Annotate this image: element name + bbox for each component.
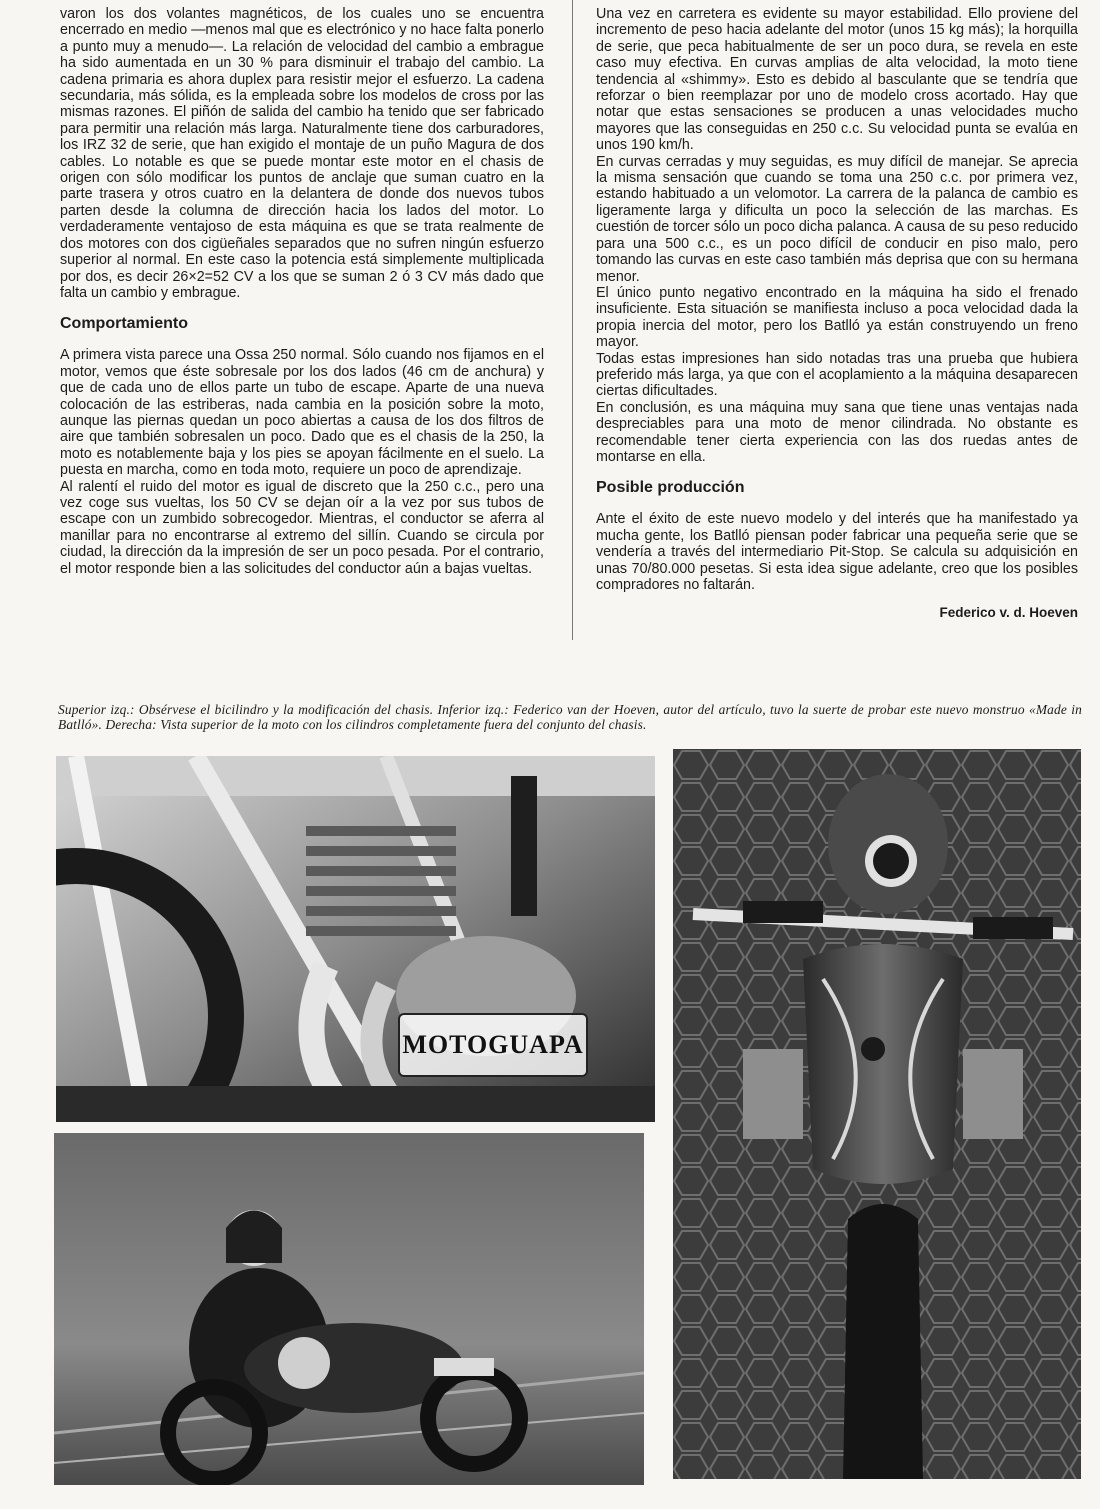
- article-paragraph: varon los dos volantes magnéticos, de los cuales uno se encuentra encerrado en medio —menos mal que es electrónico y no hace falta ponerlo a punto muy a menudo—. La relación de velocidad del cambio a embrague ha sido aumentada en un 30 % para disminuir el trabajo del cambio. La cadena primaria es ahora duplex para resistir mejor el esfuerzo. La cadena secundaria, más sólida, es la empleada sobre los modelos de cross por las mismas razones. El piñón de salida del cambio ha tenido que ser fabricado para permitir una relación más larga. Naturalmente tiene dos carburadores, los IRZ 32 de serie, que han exigido el montaje de un puño Magura de dos cables. Lo notable es que se puede montar este motor en el chasis de origen con sólo modificar los puntos de anclaje que suman cuatro en la parte trasera y otros cuatro en la delantera de donde dos nuevos tubos parten desde la columna de dirección hacia los lados del motor. Lo verdaderamente ventajoso de esta máquina es que se trata realmente de dos motores con dos cigüeñales separados que no sufren ningún esfuerzo superior al normal. En este caso la potencia está simplemente multiplicada por dos, es decir 26×2=52 CV a los que se suman 2 ó 3 CV más dado que falta un cambio y embrague.: [60, 6, 544, 301]
- article-paragraph: En curvas cerradas y muy seguidas, es muy difícil de manejar. Se aprecia la misma sensación que cuando se toma una 250 c.c. por primera vez, estando habituado a un velomotor. La carrera de la palanca de cambio es ligeramente larga y dificulta un poco la selección de las marchas. Es cuestión de torcer sólo un poco dicha palanca. A causa de su peso reducido para una 500 c.c., es un poco difícil de conducir en piso malo, pero tomando las curvas en este caso también más deprisa que con su hermana menor.: [596, 153, 1078, 285]
- article-paragraph: Una vez en carretera es evidente su mayor estabilidad. Ello proviene del incremento de peso hacia adelante del motor (unos 15 kg más); la horquilla de serie, que peca habitualmente de ser un poco dura, se revela en este caso muy efectiva. En curvas amplias de alta velocidad, la moto tiene tendencia al «shimmy». Esto es debido al basculante que se tendría que reforzar o bien reemplazar por uno de modelo cross acortado. Hay que notar que estas sensaciones se producen a unas velocidades mucho mayores que las conseguidas en 250 c.c. Su velocidad punta se evalúa en unos 190 km/h.: [596, 6, 1078, 154]
- article-left-column: [60, 6, 544, 577]
- top-view-photo: [673, 749, 1081, 1479]
- article-paragraph: A primera vista parece una Ossa 250 normal. Sólo cuando nos fijamos en el motor, vemos que éste sobresale por los dos lados (46 cm de anchura) y que de cada uno de ellos parte un tubo de escape. Aparte de una nueva colocación de las estriberas, nada cambia en la posición sobre la moto, aunque las piernas quedan un poco abiertas a causa de los dos filtros de aire que también sobresalen un poco. Dado que es el chasis de la 250, la moto es notablemente baja y los pies se apoyan fácilmente en el suelo. La puesta en marcha, como en toda moto, requiere un poco de aprendizaje.: [60, 347, 544, 479]
- article-right-column: [596, 6, 1078, 622]
- section-heading-comportamiento: Comportamiento: [60, 315, 188, 333]
- article-paragraph: Ante el éxito de este nuevo modelo y del interés que ha manifestado ya mucha gente, los Batlló piensan poder fabricar una pequeña serie que se vendería a través del intermediario Pit-Stop. Se calcula su adquisición en unas 70/80.000 pesetas. Si esta idea sigue adelante, creo que los posibles compradores no faltarán.: [596, 511, 1078, 593]
- article-paragraph: El único punto negativo encontrado en la máquina ha sido el frenado insuficiente. Esta situación se manifiesta incluso a poca velocidad dada la propia inercia del motor, pero los Batlló ya están construyendo un freno mayor.: [596, 284, 1078, 351]
- top-view-photo-illustration: [673, 749, 1081, 1479]
- rider-photo-illustration: [54, 1133, 644, 1485]
- article-paragraph: En conclusión, es una máquina muy sana que tiene unas ventajas nada despreciables para una moto de menor cilindrada. No obstante es recomendable tener cierta experiencia con las dos ruedas antes de montarse en ella.: [596, 399, 1078, 465]
- photo-caption: Superior izq.: Obsérvese el bicilindro y la modificación del chasis. Inferior izq.: Federico van der Hoeven, autor del artículo, tuvo la suerte de probar este nuevo monstruo «Made in Batlló». Derecha: Vista superior de la moto con los cilindros completamente fuera del conjunto del chasis.: [58, 702, 1082, 732]
- column-divider: [572, 0, 573, 640]
- author-signature: Federico v. d. Hoeven: [939, 605, 1078, 621]
- motoguapa-watermark: MOTOGUAPA: [398, 1013, 588, 1077]
- section-heading-posible-produccion: Posible producción: [596, 479, 745, 497]
- article-paragraph: Todas estas impresiones han sido notadas tras una prueba que hubiera preferido más larga, ya que con el acoplamiento a la máquina desaparecen ciertas dificultades.: [596, 350, 1078, 400]
- article-paragraph: Al ralentí el ruido del motor es igual de discreto que la 250 c.c., pero una vez coge sus vueltas, los 50 CV se dejan oír a la vez por sus tubos de escape con un zumbido sobrecogedor. Mientras, el conductor se aferra al manillar para no encontrarse al extremo del sillín. Cuando se circula por ciudad, la dirección da la impresión de ser un poco pesada. Por el contrario, el motor responde bien a las solicitudes del conductor aún a bajas vueltas.: [60, 478, 544, 577]
- rider-photo: [54, 1133, 644, 1485]
